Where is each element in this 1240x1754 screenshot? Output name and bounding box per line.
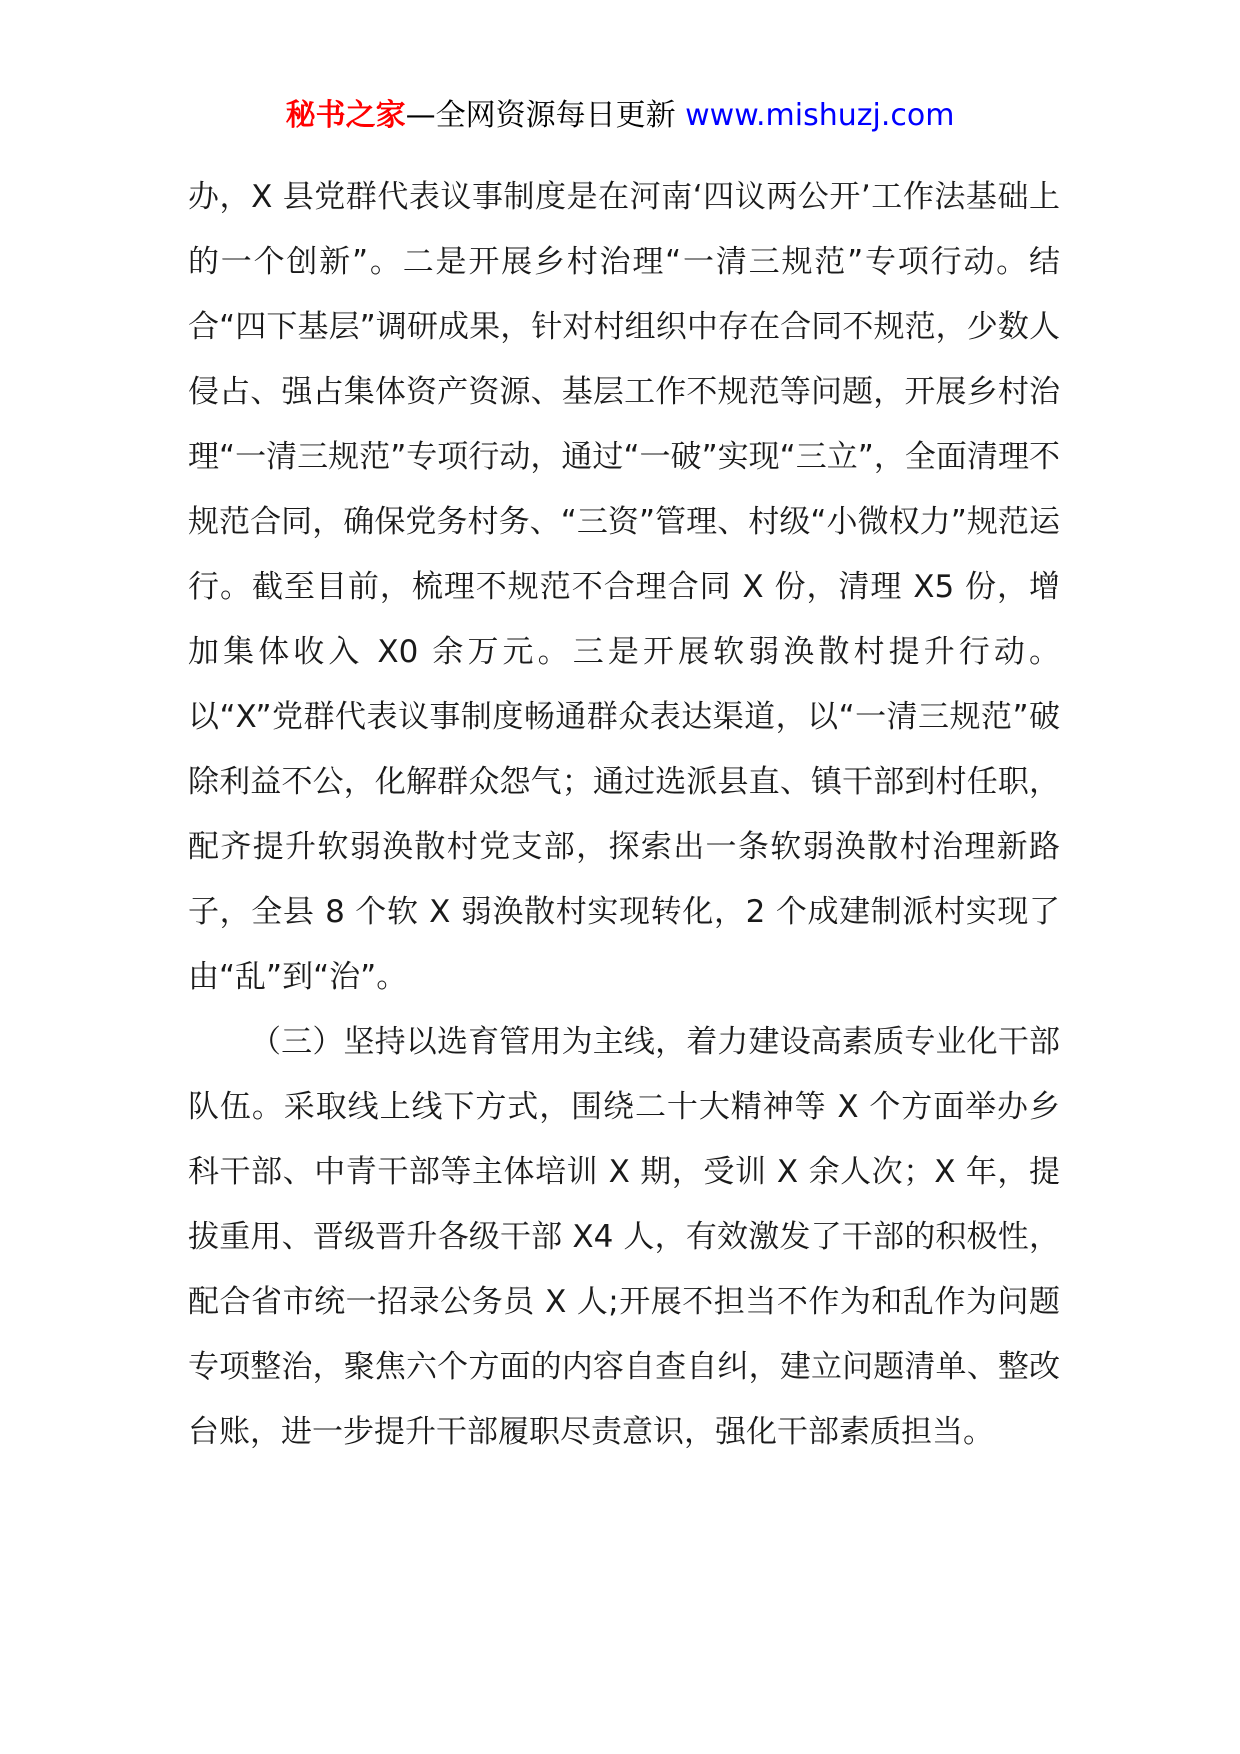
page-header (0, 96, 1240, 136)
body-paragraph-section-3: （三）坚持以选育管用为主线，着力建设高素质专业化干部队伍。采取线上线下方式，围绕二十大精神等 X 个方面举办乡科干部、中青干部等主体培训 X 期，受训 X 余人次；X 年，提拔重用、晋级晋升各级干部 X4 人，有效激发了干部的积极性，配合省市统一招录公务员 X 人;开展不担当不作为和乱作为问题专项整治，聚焦六个方面的内容自查自纠，建立问题清单、整改台账，进一步提升干部履职尽责意识，强化干部素质担当。 (188, 1024, 1060, 1450)
header-url-link[interactable]: www.mishuzj.com (685, 98, 955, 133)
header-brand: 秘书之家 (285, 98, 406, 133)
body-paragraph: 办，X 县党群代表议事制度是在河南‘四议两公开’工作法基础上的一个创新”。二是开展乡村治理“一清三规范”专项行动。结合“四下基层”调研成果，针对村组织中存在合同不规范，少数人侵占、强占集体资产资源、基层工作不规范等问题，开展乡村治理“一清三规范”专项行动，通过“一破”实现“三立”，全面清理不规范合同，确保党务村务、“三资”管理、村级“小微权力”规范运行。截至目前，梳理不规范不合理合同 X 份，清理 X5 份，增加集体收入 X0 余万元。三是开展软弱涣散村提升行动。以“X”党群代表议事制度畅通群众表达渠道，以“一清三规范”破除利益不公，化解群众怨气；通过选派县直、镇干部到村任职，配齐提升软弱涣散村党支部，探索出一条软弱涣散村治理新路子，全县 8 个软 X 弱涣散村实现转化，2 个成建制派村实现了由“乱”到“治”。 (188, 179, 1060, 995)
header-tagline: —全网资源每日更新 (405, 98, 676, 133)
document-body (188, 165, 1060, 1465)
